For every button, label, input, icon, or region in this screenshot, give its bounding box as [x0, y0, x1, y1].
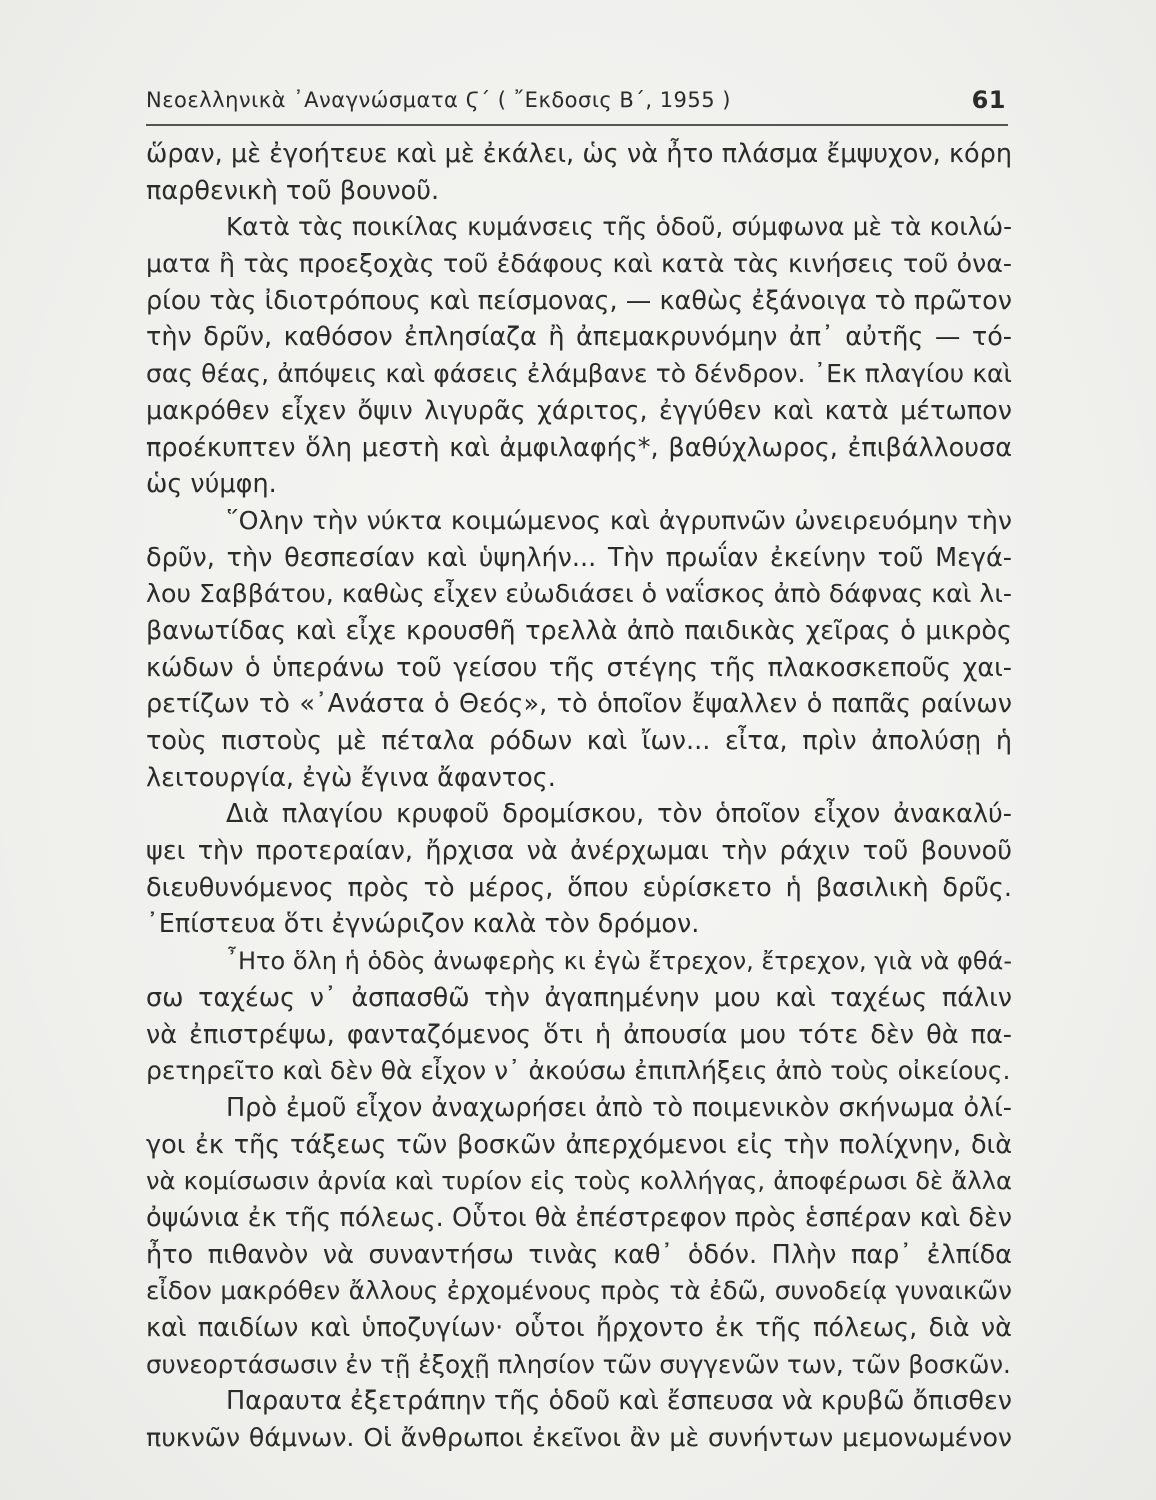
text-line: ὡς νύμφη.: [146, 469, 277, 500]
text-line: ρετηρεῖτο καὶ δὲν θὰ εἶχον ν᾿ ἀκούσω ἐπιπλήξεις ἀπὸ τοὺς οἰκείους.: [146, 1056, 1011, 1086]
text-line: σω ταχέως ν᾿ ἀσπασθῶ τὴν ἀγαπημένην μου καὶ ταχέως πάλιν: [146, 982, 1012, 1013]
text-line: δρῦν, τὴν θεσπεσίαν καὶ ὑψηλήν... Τὴν πρωΐαν ἐκείνην τοῦ Μεγά-: [146, 542, 1012, 573]
text-line: νὰ κομίσωσιν ἀρνία καὶ τυρίον εἰς τοὺς κολλήγας, ἀποφέρωσι δὲ ἄλλα: [146, 1166, 1012, 1196]
text-line: ἦτο πιθανὸν νὰ συναντήσω τινὰς καθ᾿ ὁδόν. Πλὴν παρ᾿ ἐλπίδα: [146, 1239, 1012, 1270]
text-line: κώδων ὁ ὑπεράνω τοῦ γείσου τῆς στέγης τῆς πλακοσκεποῦς χαι-: [146, 652, 1012, 683]
text-line: σας θέας, ἀπόψεις καὶ φάσεις ἐλάμβανε τὸ δένδρον. ᾿Εκ πλαγίου καὶ: [146, 359, 1012, 389]
text-line: παρθενικὴ τοῦ βουνοῦ.: [146, 175, 440, 206]
text-line: ὥραν, μὲ ἐγοήτευε καὶ μὲ ἐκάλει, ὡς νὰ ἦτο πλάσμα ἔμψυχον, κόρη: [146, 139, 1012, 169]
text-line: ρίου τὰς ἰδιοτρόπους καὶ πείσμονας, — καθὼς ἐξάνοιγα τὸ πρῶτον: [146, 285, 1012, 316]
text-line: Κατὰ τὰς ποικίλας κυμάνσεις τῆς ὁδοῦ, σύμφωνα μὲ τὰ κοιλώ-: [226, 212, 1012, 242]
text-line: Πρὸ ἐμοῦ εἶχον ἀναχωρήσει ἀπὸ τὸ ποιμενικὸν σκήνωμα ὀλί-: [226, 1092, 1012, 1123]
page-number: 61: [971, 86, 1006, 114]
text-line: γοι ἐκ τῆς τάξεως τῶν βοσκῶν ἀπερχόμενοι εἰς τὴν πολίχνην, διὰ: [146, 1129, 1012, 1160]
text-line: λειτουργία, ἐγὼ ἔγινα ἄφαντος.: [146, 762, 556, 793]
text-line: τοὺς πιστοὺς μὲ πέταλα ρόδων καὶ ἴων... εἶτα, πρὶν ἀπολύσῃ ἡ: [146, 726, 1012, 756]
text-line: ῏Ητο ὅλη ἡ ὁδὸς ἀνωφερὴς κι ἐγὼ ἔτρεχον, ἔτρεχον, γιὰ νὰ φθά-: [226, 947, 1012, 976]
text-line: ρετίζων τὸ «᾿Ανάστα ὁ Θεός», τὸ ὁποῖον ἔψαλλεν ὁ παπᾶς ραίνων: [146, 689, 1012, 720]
text-line: λου Σαββάτου, καθὼς εἶχεν εὐωδιάσει ὁ ναΐσκος ἀπὸ δάφνας καὶ λι-: [146, 579, 1012, 609]
text-line: ψει τὴν προτεραίαν, ἤρχισα νὰ ἀνέρχωμαι τὴν ράχιν τοῦ βουνοῦ: [146, 836, 1012, 867]
text-line: μακρόθεν εἶχεν ὄψιν λιγυρᾶς χάριτος, ἐγγύθεν καὶ κατὰ μέτωπον: [146, 395, 1012, 426]
text-line: πυκνῶν θάμνων. Οἱ ἄνθρωποι ἐκεῖνοι ἂν μὲ συνήντων μεμονωμένον: [146, 1423, 1012, 1453]
text-line: τὴν δρῦν, καθόσον ἐπλησίαζα ἢ ἀπεμακρυνόμην ἀπ᾿ αὐτῆς — τό-: [146, 322, 1012, 353]
text-line: ᾿Επίστευα ὅτι ἐγνώριζον καλὰ τὸν δρόμον.: [146, 909, 700, 940]
text-line: καὶ παιδίων καὶ ὑποζυγίων· οὗτοι ἤρχοντο ἐκ τῆς πόλεως, διὰ νὰ: [146, 1313, 1012, 1343]
body-text: [146, 136, 1012, 1457]
text-line: Διὰ πλαγίου κρυφοῦ δρομίσκου, τὸν ὁποῖον εἶχον ἀνακαλύ-: [226, 799, 1012, 830]
running-title: Νεοελληνικὰ ᾿Αναγνώσματα Ϛ´ ( ῎Εκδοσις Β´, 1955 ): [146, 88, 731, 112]
page-header: [146, 84, 1008, 126]
text-line: ματα ἢ τὰς προεξοχὰς τοῦ ἐδάφους καὶ κατὰ τὰς κινήσεις τοῦ ὀνα-: [146, 249, 1012, 279]
text-line: Παραυτα ἐξετράπην τῆς ὁδοῦ καὶ ἔσπευσα νὰ κρυβῶ ὄπισθεν: [226, 1386, 1012, 1417]
text-line: διευθυνόμενος πρὸς τὸ μέρος, ὅπου εὑρίσκετο ἡ βασιλικὴ δρῦς.: [146, 872, 1012, 903]
text-line: ῞Ολην τὴν νύκτα κοιμώμενος καὶ ἀγρυπνῶν ὠνειρευόμην τὴν: [226, 505, 1012, 535]
text-line: ὀψώνια ἐκ τῆς πόλεως. Οὗτοι θὰ ἐπέστρεφον πρὸς ἑσπέραν καὶ δὲν: [146, 1202, 1012, 1233]
text-line: εἶδον μακρόθεν ἄλλους ἐρχομένους πρὸς τὰ ἐδῶ, συνοδείᾳ γυναικῶν: [146, 1276, 1012, 1306]
text-line: συνεορτάσωσιν ἐν τῇ ἐξοχῇ πλησίον τῶν συγγενῶν των, τῶν βοσκῶν.: [146, 1349, 1011, 1379]
text-line: βανωτίδας καὶ εἶχε κρουσθῆ τρελλὰ ἀπὸ παιδικὰς χεῖρας ὁ μικρὸς: [146, 615, 1012, 646]
text-line: προέκυπτεν ὅλη μεστὴ καὶ ἀμφιλαφής*, βαθύχλωρος, ἐπιβάλλουσα: [146, 432, 1012, 463]
text-line: νὰ ἐπιστρέψω, φανταζόμενος ὅτι ἡ ἀπουσία μου τότε δὲν θὰ πα-: [146, 1019, 1012, 1050]
